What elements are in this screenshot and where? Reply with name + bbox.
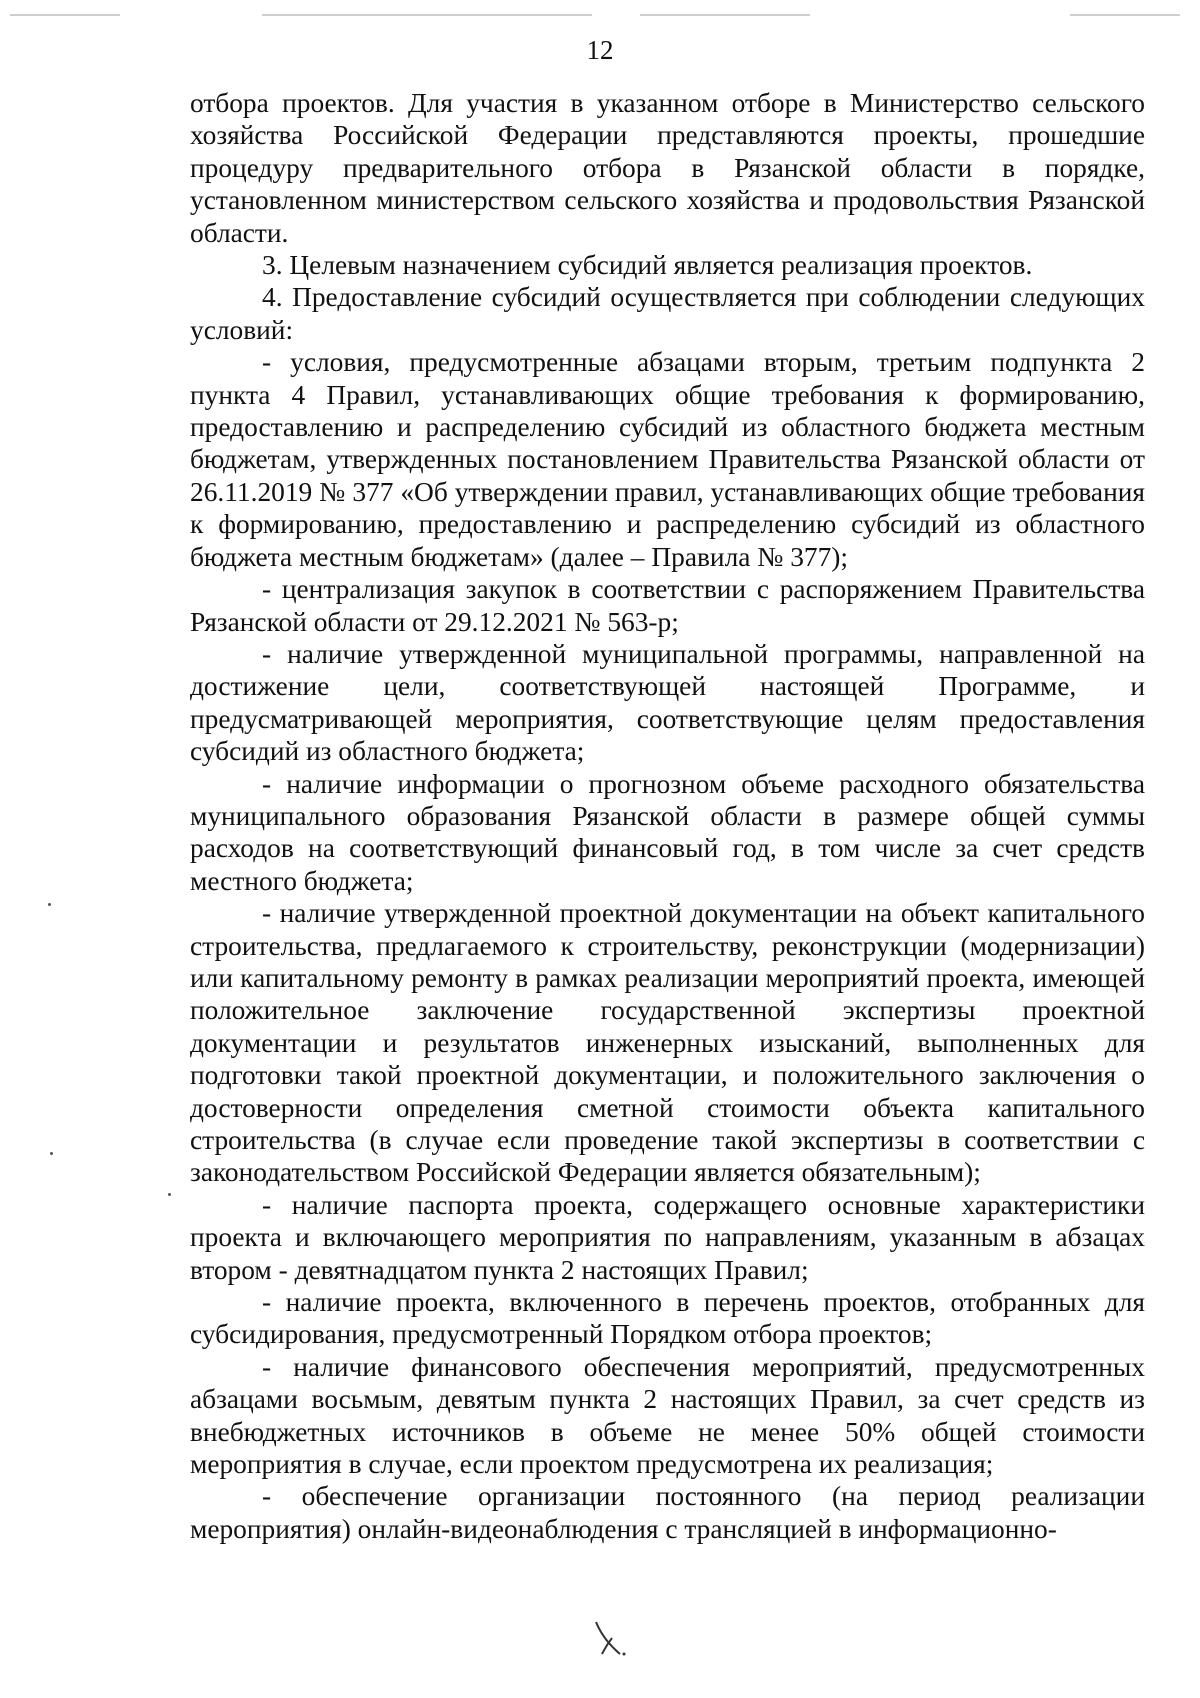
paragraph: 4. Предоставление субсидий осуществляется при соблюдении следующих условий: bbox=[190, 282, 1145, 345]
paragraph: - централизация закупок в соответствии с распоряжением Правительства Рязанской области от 29.12.2021 № 563-р; bbox=[190, 574, 1145, 637]
paragraph: - наличие утвержденной проектной документации на объект капитального строительства, предлагаемого к строительству, реконструкции (модернизации) или капитальному ремонту в рамках реализации мероприятий проекта, имеющей положительное заключение государственной экспертизы проектной документации и результатов инженерных изысканий, выполненных для подготовки такой проектной документации, и положительного заключения о достоверности определения сметной стоимости объекта капитального строительства (в случае если проведение такой экспертизы в соответствии с законодательством Российской Федерации является обязательным); bbox=[190, 898, 1145, 1188]
scan-artifact bbox=[262, 14, 592, 16]
paragraph: - наличие паспорта проекта, содержащего основные характеристики проекта и включающего мероприятия по направлениям, указанным в абзацах втором - девятнадцатом пункта 2 настоящих Правил; bbox=[190, 1189, 1145, 1285]
paragraph: - наличие проекта, включенного в перечень проектов, отобранных для субсидирования, предусмотренный Порядком отбора проектов; bbox=[190, 1287, 1145, 1350]
paragraph: - наличие финансового обеспечения мероприятий, предусмотренных абзацами восьмым, девятым пункта 2 настоящих Правил, за счет средств из внебюджетных источников в объеме не менее 50% общей стоимости мероприятия в случае, если проектом предусмотрена их реализация; bbox=[190, 1351, 1145, 1480]
scan-speck bbox=[50, 1152, 53, 1155]
signature-mark-icon bbox=[590, 1618, 630, 1658]
scan-artifact bbox=[10, 14, 120, 16]
paragraph: - наличие информации о прогнозном объеме расходного обязательства муниципального образования Рязанской области в размере общей суммы расходов на соответствующий финансовый год, в том числе за счет средств местного бюджета; bbox=[190, 768, 1145, 896]
paragraph: - наличие утвержденной муниципальной программы, направленной на достижение цели, соответствующей настоящей Программе, и предусматривающей мероприятия, соответствующие целям предоставления субсидий из областного бюджета; bbox=[190, 638, 1145, 767]
scan-speck bbox=[168, 1193, 171, 1196]
paragraph: - условия, предусмотренные абзацами вторым, третьим подпункта 2 пункта 4 Правил, устанавливающих общие требования к формированию, предоставлению и распределению субсидий из областного бюджета местным бюджетам, утвержденных постановлением Правительства Рязанской области от 26.11.2019 № 377 «Об утверждении правил, устанавливающих общие требования к формированию, предоставлению и распределению субсидий из областного бюджета местным бюджетам» (далее – Правила № 377); bbox=[190, 347, 1145, 572]
page-number: 12 bbox=[586, 35, 614, 65]
paragraph: - обеспечение организации постоянного (на период реализации мероприятия) онлайн-видеонаблюдения с трансляцией в информационно- bbox=[190, 1481, 1145, 1544]
paragraph: 3. Целевым назначением субсидий является реализация проектов. bbox=[262, 250, 1033, 281]
scan-artifact bbox=[640, 14, 810, 16]
document-body bbox=[190, 87, 1145, 1545]
scan-speck bbox=[48, 903, 51, 906]
paragraph: отбора проектов. Для участия в указанном отборе в Министерство сельского хозяйства Российской Федерации представляются проекты, прошедшие процедуру предварительного отбора в Рязанской области в порядке, установленном министерством сельского хозяйства и продовольствия Рязанской области. bbox=[190, 88, 1145, 248]
scan-artifact bbox=[1070, 14, 1180, 16]
